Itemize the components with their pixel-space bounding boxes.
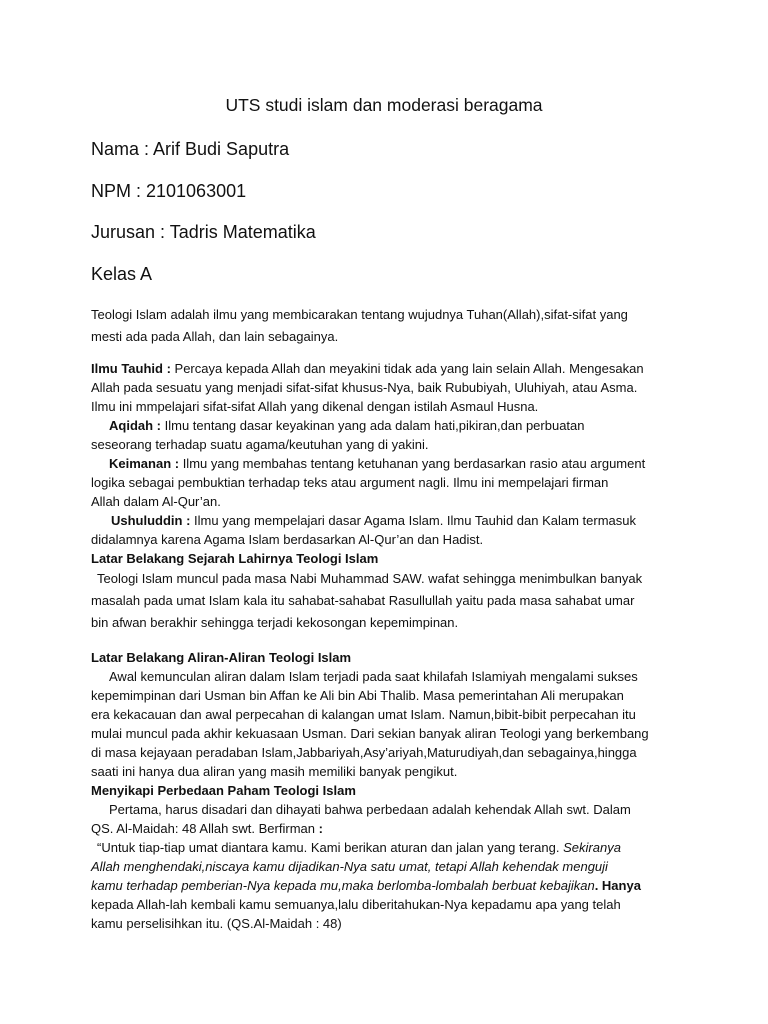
section-heading-sejarah: Latar Belakang Sejarah Lahirnya Teologi Islam <box>91 551 379 566</box>
intro-paragraph: Teologi Islam adalah ilmu yang membicarakan tentang wujudnya Tuhan(Allah),sifat-sifat yang mesti ada pada Allah, dan lain sebagainya. <box>91 307 628 344</box>
student-name: Nama : Arif Budi Saputra <box>91 139 290 159</box>
quote-line-3: kamu terhadap pemberian-Nya kepada mu,maka berlomba-lombalah berbuat kebajikan. Hanya <box>91 878 641 893</box>
document-title: UTS studi islam dan moderasi beragama <box>225 95 543 115</box>
quote-line-1: “Untuk tiap-tiap umat diantara kamu. Kami berikan aturan dan jalan yang terang. Sekiranya <box>97 840 621 855</box>
quote-line-2: Allah menghendaki,niscaya kamu dijadikan-Nya satu umat, tetapi Allah kehendak menguji <box>91 859 608 874</box>
definitions-section: Ilmu Tauhid : Percaya kepada Allah dan meyakini tidak ada yang lain selain Allah. Mengesakan Allah pada sesuatu yang menjadi sifat-sifat khusus-Nya, baik Rububiyah, Uluhiyah, atau Asma. Ilmu ini mmpelajari sifat-sifat Allah yang dikenal dengan istilah Asmaul Husna. Aqidah : Ilmu tentang dasar keyakinan yang ada dalam hati,pikiran,dan perbuatan seseorang terhadap suatu agama/keutuhan yang di yakini. Keimanan : Ilmu yang membahas tentang ketuhanan yang berdasarkan rasio atau argument logika sebagai pembuktian terhadap teks atau argument nagli. Ilmu ini mempelajari firman Allah dalam Al-Qur’an. Ushuluddin : Ilmu yang mempelajari dasar Agama Islam. Ilmu Tauhid dan Kalam termasuk didalamnya karena Agama Islam berdasarkan Al-Qur’an dan Hadist. <box>91 359 691 549</box>
keimanan-label: Keimanan : <box>109 456 180 471</box>
tauhid-label: Ilmu Tauhid : <box>91 361 171 376</box>
tauhid-line: Ilmu Tauhid : Percaya kepada Allah dan meyakini tidak ada yang lain selain Allah. Mengesakan <box>91 361 644 376</box>
quote-line-4: kepada Allah-lah kembali kamu semuanya,lalu diberitahukan-Nya kepadamu apa yang telah <box>91 897 621 912</box>
keimanan-line: Keimanan : Ilmu yang membahas tentang ketuhanan yang berdasarkan rasio atau argument <box>109 456 646 471</box>
section-heading-menyikapi: Menyikapi Perbedaan Paham Teologi Islam <box>91 783 356 798</box>
aqidah-label: Aqidah : <box>109 418 161 433</box>
menyikapi-section: Menyikapi Perbedaan Paham Teologi Islam Pertama, harus disadari dan dihayati bahwa perbedaan adalah kehendak Allah swt. Dalam QS. Al-Maidah: 48 Allah swt. Berfirman : “Untuk tiap-tiap umat diantara kamu. Kami berikan aturan dan jalan yang terang. Sekiranya Allah menghendaki,niscaya kamu dijadikan-Nya satu umat, tetapi Allah kehendak menguji kamu terhadap pemberian-Nya kepada mu,maka berlomba-lombalah berbuat kebajikan. Hanya kepada Allah-lah kembali kamu semuanya,lalu diberitahukan-Nya kepadamu apa yang telah kamu perselisihkan itu. (QS.Al-Maidah : 48) <box>91 781 691 933</box>
student-class: Kelas A <box>91 264 153 284</box>
ushuluddin-label: Ushuluddin : <box>111 513 191 528</box>
aliran-section: Latar Belakang Aliran-Aliran Teologi Islam Awal kemunculan aliran dalam Islam terjadi pada saat khilafah Islamiyah mengalami sukses kepemimpinan dari Usman bin Affan ke Ali bin Abi Thalib. Masa pemerintahan Ali merupakan era kekacauan dan awal perpecahan di kalangan umat Islam. Namun,bibit-bibit perpecahan itu mulai muncul pada akhir kekuasaan Usman. Dari sekian banyak aliran Teologi yang berkembang di masa kejayaan peradaban Islam,Jabbariyah,Asy’ariyah,Maturudiyah,dan sebagainya,hingga saati ini hanya dua aliran yang masih memiliki banyak pengikut. <box>91 648 691 781</box>
aqidah-line: Aqidah : Ilmu tentang dasar keyakinan yang ada dalam hati,pikiran,dan perbuatan <box>109 418 585 433</box>
student-department: Jurusan : Tadris Matematika <box>91 222 316 242</box>
student-npm: NPM : 2101063001 <box>91 181 247 201</box>
quote-line-5: kamu perselisihkan itu. (QS.Al-Maidah : 48) <box>91 916 342 931</box>
ushuluddin-line: Ushuluddin : Ilmu yang mempelajari dasar Agama Islam. Ilmu Tauhid dan Kalam termasuk <box>111 513 637 528</box>
section-heading-aliran: Latar Belakang Aliran-Aliran Teologi Islam <box>91 650 352 665</box>
sejarah-paragraph: Teologi Islam muncul pada masa Nabi Muhammad SAW. wafat sehingga menimbulkan banyak masalah pada umat Islam kala itu sahabat-sahabat Rasullullah yaitu pada masa sahabat umar bin afwan berakhir sehingga terjadi kekosongan kepemimpinan. <box>91 571 643 630</box>
